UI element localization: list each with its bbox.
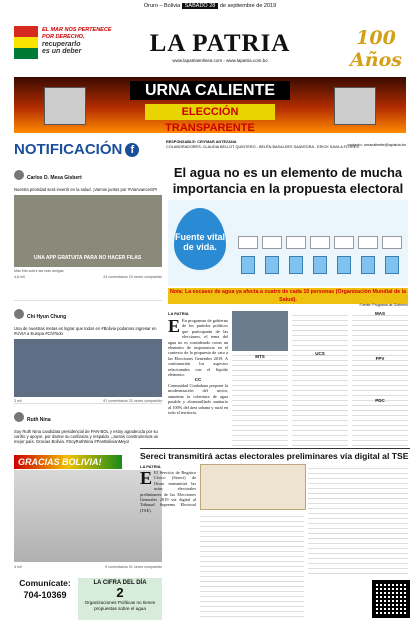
notification-header (14, 139, 174, 161)
avatar (14, 309, 24, 319)
banner-title: URNA CALIENTE (130, 81, 290, 100)
party-subhead: MAS (375, 311, 385, 316)
party-subhead: CC (194, 377, 202, 383)
article2-column-2 (200, 512, 304, 620)
social-post (14, 166, 162, 279)
water-drop-icon (174, 208, 226, 270)
reaction-count: 4,8 mil (14, 275, 25, 280)
glass-icon (289, 256, 303, 274)
avatar (14, 412, 24, 422)
social-post (14, 305, 162, 403)
party-logo-icon (334, 236, 354, 249)
cifra-value: 2 (116, 585, 124, 600)
post-author[interactable]: Chi Hyun Chung (27, 314, 67, 320)
gracias-banner: GRACIAS BOLIVIA! (14, 455, 122, 469)
article-headline[interactable]: El agua no es un elemento de mucha importancia en la propuesta electoral (172, 165, 404, 196)
ballot-sheet-image (200, 464, 306, 510)
infographic-source: Fuente: Programa de Gobierno (359, 303, 408, 307)
comment-count: 24 comentarios 24 veces compartido (103, 275, 162, 280)
post-photo (14, 339, 162, 397)
comment-count: 9 comentarios 91 veces compartido (105, 565, 162, 569)
qr-code-icon[interactable] (372, 580, 410, 618)
party-logo-icon (286, 236, 306, 249)
party-logo-icon (238, 236, 258, 249)
party-logo-icon (358, 236, 378, 249)
credits-responsable: RESPONSABLE: CEIYMAR ANTEZANA (166, 140, 237, 144)
social-post (14, 408, 162, 445)
article-text: Comunidad Ciudadana propone la modernización del sector, aumentar la cobertura de agua potable y alcantarillado sanitario al 100% del área urbana y rural en todo el territorio. (168, 382, 228, 415)
article2-headline[interactable]: Sereci transmitirá actas electorales preliminares vía digital al TSE (140, 451, 409, 461)
edition-date: de septiembre de 2019 (219, 3, 277, 9)
party-logo-icon (310, 236, 330, 249)
article-column-3 (292, 311, 348, 446)
party-subhead: PDC (375, 397, 385, 403)
article-column-1: E En programas de gobierno de los partidos políticos que participarán de las elecciones, el tema del agua no es considerado como un elemento de importancia en el contexto de la propuesta de cara a las Elecciones Generales 2019. A continuación los aspectos relacionados con el líquido elemento. CC Comunidad Ciudadana propone la modernización del sector, aumentar la cobertura de agua potable y alcantarillado sanitario al 100% del área urbana y rural en todo el territorio. (168, 318, 228, 415)
article2-column-3 (308, 464, 408, 574)
contact-box (14, 578, 76, 600)
avatar (14, 170, 24, 180)
post-author[interactable]: Ruth Nina (27, 417, 51, 423)
photo-caption: UNA APP GRATUITA PARA NO HACER FILAS (34, 255, 142, 262)
section-label: LA PATRIA (140, 464, 161, 469)
drop-label: Fuente vital de vida. (174, 232, 225, 252)
reaction-count: 4 mil (14, 565, 22, 569)
party-subhead: MTS (255, 354, 265, 359)
post-photo (14, 195, 162, 267)
infographic-note: Nota: La escasez de agua ya afecta a cuatro de cada 10 personas (Organización Mundial de la Salud). (169, 289, 407, 303)
urna-caliente-banner (14, 77, 406, 133)
article-text: El Servicio de Registro Cívico (Sereci) de Oruro transmitirá las actas electorales preliminares de las Elecciones Generales 2019 vía digital al Tribunal Supremo Electoral (TSE). (140, 470, 196, 513)
sea-motto (42, 27, 112, 55)
phone-number[interactable]: 704-10369 (23, 590, 67, 600)
post-meta: Más info sobre las más amigas (14, 269, 64, 274)
divider (14, 403, 162, 404)
ballot-box-icon (44, 87, 86, 125)
motto-line: es un deber (42, 48, 82, 55)
candidate-photo (232, 311, 288, 351)
credits-colaboradores: COLABORADORES: CLAUDIA BELLOT QUINTERO - BELÉN BASALDES SAAVEDRA - ERICK SAVILA FLORES (166, 145, 359, 149)
section-label: LA PATRIA (168, 311, 189, 316)
party-logo-icon (262, 236, 282, 249)
contact-label: Comunícate: (19, 578, 71, 588)
post-text: Soy Ruth Nina candidata presidencial de PAN-BOL y estoy agradecida por su cariño y apoyo!, por darme su confianza y respaldo. ¡Juntos construiremos un mejor país. Gracias Bolivia. #SoyRuthNina #PanBolivianMejor (14, 429, 159, 445)
glass-icon (265, 256, 279, 274)
contact-email[interactable]: contacto: urnacaliente@lapatria.bo (347, 143, 406, 147)
post-author[interactable]: Carlos D. Mesa Gisbert (27, 175, 82, 181)
party-logo-icon (382, 236, 402, 249)
edition-location: Oruro – Bolivia (143, 3, 181, 9)
article-column-4 (352, 311, 408, 446)
glass-icon (313, 256, 327, 274)
divider (140, 448, 410, 449)
motto-line: EL MAR NOS PERTENECE (42, 27, 112, 33)
post-text: Una de nuestras metas es lograr que todos en #Bolivia podamos ingresar en #UVIA a Europa #ChiTodo (14, 326, 157, 337)
article-text: En programas de gobierno de los partidos políticos que participarán de las elecciones, el tema del agua no es considerado como un elemento de importancia en el contexto de la propuesta de cara a las Elecciones Generales 2019. A continuación los aspectos relacionados con el líquido elemento. (168, 318, 228, 378)
edition-day: SÁBADO 28 (182, 3, 219, 9)
newspaper-logo[interactable]: LA PATRIA (149, 30, 291, 57)
anniversary-logo: 100 Años (350, 27, 402, 71)
divider (14, 300, 162, 301)
article-column-2 (232, 311, 288, 446)
reaction-count: 3 mil (14, 399, 22, 404)
edition-bar (0, 0, 420, 12)
facebook-icon: f (125, 143, 139, 157)
glass-icon (361, 256, 375, 274)
glass-icon (337, 256, 351, 274)
banner-subtitle: ELECCIÓN TRANSPARENTE (145, 104, 275, 120)
party-subhead: FPV (375, 356, 385, 362)
credits (166, 140, 406, 150)
article2-column-1: E El Servicio de Registro Cívico (Sereci) de Oruro transmitirá las actas electorales preliminares de las Elecciones Generales 2019 vía digital al Tribunal Supremo Electoral (TSE). (140, 470, 196, 513)
cifra-title: LA CIFRA DEL DÍA (93, 580, 147, 586)
motto-line: recuperarlo (42, 41, 81, 48)
bolivia-flag-icon (14, 26, 38, 60)
website-urls[interactable]: www.lapatriaenlinea.com - www.lapatria.com.bo (172, 58, 268, 63)
comment-count: 97 comentarios 32 veces compartido (103, 399, 162, 404)
glass-icon (241, 256, 255, 274)
notification-label: NOTIFICACIÓN (14, 141, 123, 158)
cifra-text: Organizaciones Políticas no tienen propuestas sobre el agua (84, 600, 156, 611)
ballot-box-icon (334, 87, 376, 125)
post-text: Nuestra prioridad será invertir en la salud. ¡Vamos juntos por #ViaAvanceGP! (14, 187, 158, 192)
glass-icon (385, 256, 399, 274)
party-subhead: UCS (315, 351, 325, 356)
motto-line: POR DERECHO, (42, 34, 85, 40)
water-infographic (168, 200, 408, 286)
